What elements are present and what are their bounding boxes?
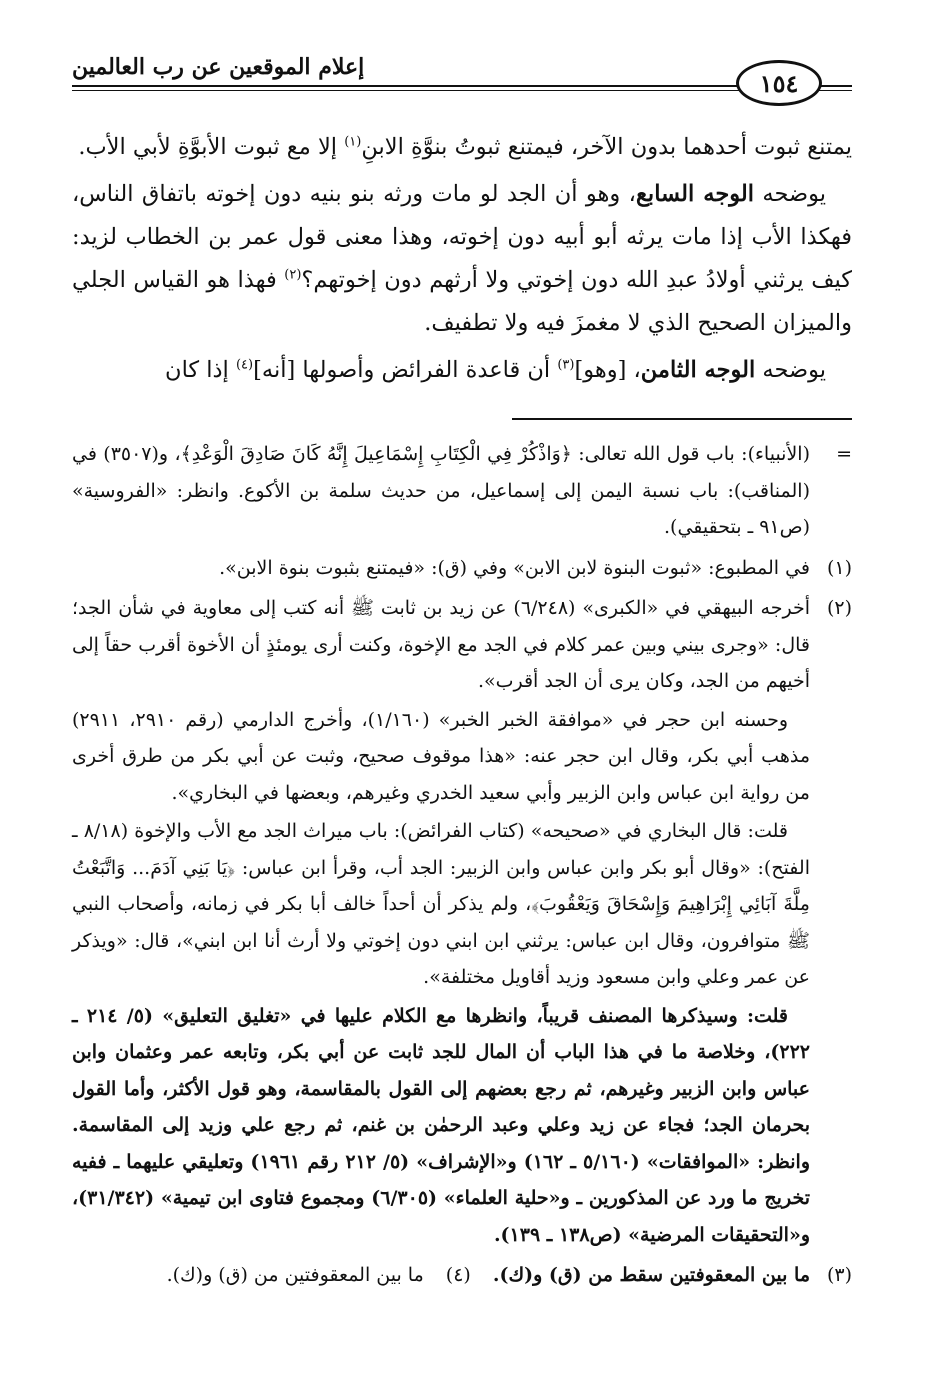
main-paragraph: يوضحه الوجه السابع، وهو أن الجد لو مات ورثه بنو بنيه دون إخوته باتفاق الناس، فهكذا الأب إذا مات يرثه أبو أبيه دون إخوته، وهذا معنى قول عمر بن الخطاب لزيد: كيف يرثني أولادُ عبدِ الله دون إخوتي ولا أرثهم دون إخوتهم؟$^{(٢)}$ فهذا هو القياس الجلي والميزان الصحيح الذي لا مغمزَ فيه ولا تطفيف. (72, 181, 852, 336)
header-rule (72, 85, 852, 87)
footnote-separator (512, 418, 852, 420)
footnote: (٢) أخرجه البيهقي في «الكبرى» (٦/٢٤٨) عن زيد بن ثابت ﷺ أنه كتب إلى معاوية في شأن الجد؛ قال: «وجرى بيني وبين عمر كلام في الجد مع الإخوة، وكنت أرى يومئذٍ أن الأخوة أقرب حقاً إلى أخيهم من الجد، وكان يرى أن الجد أقرب». وحسنه ابن حجر في «موافقة الخبر الخبر» (١/١٦٠)، وأخرج الدارمي (رقم ٢٩١٠، ٢٩١١) مذهب أبي بكر، وقال ابن حجر عنه: «هذا موقوف صحيح، وثبت عن أبي بكر من طرق أخرى من رواية ابن عباس وابن الزبير وأبي سعيد الخدري وغيرهم، وبعضها في البخاري». قلت: قال البخاري في «صحيحه» (كتاب الفرائض): باب ميراث الجد مع الأب والإخوة (٨/١٨ ـ الفتح): «وقال أبو بكر وابن عباس وابن الزبير: الجد أب، وقرأ ابن عباس: ﴿يَا بَنِي آدَمَ... وَاتَّبَعْتُ مِلَّةَ آبَائِي إِبْرَاهِيمَ وَإِسْحَاقَ وَيَعْقُوبَ﴾، ولم يذكر أن أحداً خالف أبا بكر في زمانه، وأصحاب النبي ﷺ متوافرون، وقال ابن عباس: يرثني ابن ابني دون إخوتي ولا أرث أنا ابن ابني»، قال: «ويذكر عن عمر وعلي وابن مسعود وزيد أقاويل مختلفة». قلت: وسيذكرها المصنف قريباً، وانظرها مع الكلام عليها في «تغليق التعليق» (٥/ ٢١٤ ـ ٢٢٢)، وخلاصة ما في هذا الباب أن المال للجد ثابت عن أبي بكر، وتابعه عمر وعثمان وابن عباس وابن الزبير وغيرهم، ثم رجع بعضهم إلى القول بالمقاسمة، وهو قول الأكثر، وأما القول بحرمان الجد؛ فجاء عن زيد وعلي وعبد الرحمٰن بن غنم، ثم رجع علي وزيد إلى المقاسمة. وانظر: «الموافقات» (٥/١٦٠ ـ ١٦٢) و«الإشراف» (٥/ ٢١٢ رقم ١٩٦١) وتعليقي عليهما ـ ففيه تخريج ما ورد عن المذكورين ـ و«حلية العلماء» (٦/٣٠٥) ومجموع فتاوى ابن تيمية» (٣١/٣٤٢)، و«التحقيقات المرضية» (ص١٣٨ ـ ١٣٩). (72, 590, 852, 1255)
running-title: إعلام الموقعين عن رب العالمين (72, 54, 365, 80)
footnote-marker: = (836, 443, 852, 465)
footnote-marker: (٢) (826, 597, 852, 619)
main-paragraph: يوضحه الوجه الثامن، [وهو]$^{(٣)}$ أن قاعدة الفرائض وأصولها [أنه]$^{(٤)}$ إذا كان (165, 357, 826, 383)
footnote-ref: (٢) (284, 267, 302, 283)
footnote-ref: (٤) (235, 357, 254, 373)
footnote-marker: (١) (826, 556, 852, 579)
footnote-marker: (٤) (445, 1264, 471, 1286)
footnote: = (الأنبياء): باب قول الله تعالى: ﴿وَاذْكُرْ فِي الْكِتَابِ إِسْمَاعِيلَ إِنَّهُ كَانَ صَادِقَ الْوَعْدِ﴾، و(٣٥٠٧) في (المناقب): باب نسبة اليمن إلى إسماعيل، من حديث سلمة بن الأكوع. وانظر: «الفروسية» (ص٩١ ـ بتحقيقي). (72, 436, 852, 548)
book-page (72, 38, 852, 1358)
header-rule-thin (72, 90, 852, 91)
footnote: (١) في المطبوع: «ثبوت البنوة لابن الابن» وفي (ق): «فيمتنع بثبوت بنوة الابن». (72, 550, 852, 589)
main-text (72, 126, 852, 392)
footnote: (٣) ما بين المعقوفتين سقط من (ق) و(ك). (٤) ما بين المعقوفتين من (ق) و(ك). (72, 1257, 852, 1294)
footnotes (72, 436, 852, 1294)
footnote-ref: (١) (344, 134, 362, 150)
footnote-marker: (٣) (826, 1264, 852, 1286)
page-header (72, 38, 852, 108)
main-paragraph: يمتنع ثبوت أحدهما بدون الآخر، فيمتنع ثبوتُ بنوَّةِ الابنِ$^{(١)}$ إلا مع ثبوت الأبوَّةِ لأبي الأب. (78, 134, 852, 160)
page-number: ١٥٤ (736, 60, 822, 106)
footnote-ref: (٣) (557, 357, 575, 373)
